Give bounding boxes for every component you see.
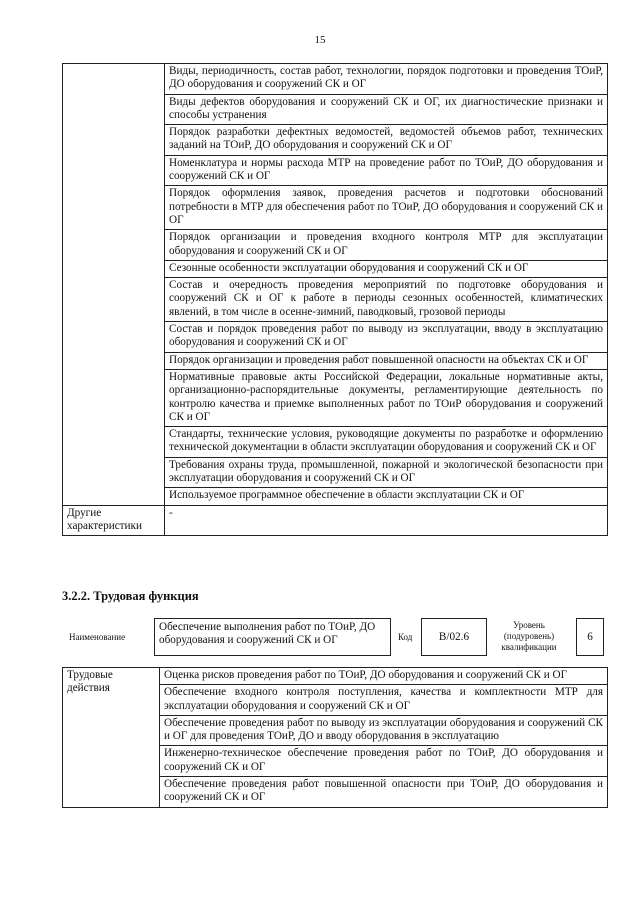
knowledge-label-cell bbox=[63, 64, 165, 506]
knowledge-item: Порядок организации и проведения работ повышенной опасности на объектах СК и ОГ bbox=[165, 352, 608, 369]
labor-action-item: Инженерно-техническое обеспечение проведения работ по ТОиР, ДО оборудования и сооружений СК и ОГ bbox=[160, 746, 608, 777]
labor-action-item: Обеспечение проведения работ повышенной опасности при ТОиР, ДО оборудования и сооружений СК и ОГ bbox=[160, 777, 608, 808]
table-row bbox=[63, 64, 608, 95]
knowledge-item: Состав и порядок проведения работ по выводу из эксплуатации, вводу в эксплуатацию оборудования и сооружений СК и ОГ bbox=[165, 322, 608, 353]
knowledge-item: Виды дефектов оборудования и сооружений СК и ОГ, их диагностические признаки и способы устранения bbox=[165, 94, 608, 125]
page-number: 15 bbox=[314, 34, 326, 46]
knowledge-table bbox=[62, 63, 608, 536]
labor-action-item: Оценка рисков проведения работ по ТОиР, ДО оборудования и сооружений СК и ОГ bbox=[160, 668, 608, 685]
level-value: 6 bbox=[587, 631, 593, 643]
knowledge-item: Стандарты, технические условия, руководящие документы по разработке и оформлению технической документации в области эксплуатации оборудования и сооружений СК и ОГ bbox=[165, 427, 608, 458]
knowledge-item: Состав и очередность проведения мероприятий по подготовке оборудования и сооружений СК и ОГ к работе в периоды сезонных особенностей, климатических явлений, в том числе в осенне-зимний, паводковый, грозовой периоды bbox=[165, 278, 608, 322]
knowledge-item: Порядок оформления заявок, проведения расчетов и подготовки обоснований потребности в МТР для обеспечения работ по ТОиР, ДО оборудования и сооружений СК и ОГ bbox=[165, 186, 608, 230]
name-label: Наименование bbox=[69, 632, 126, 642]
level-box bbox=[576, 618, 604, 656]
knowledge-item: Сезонные особенности эксплуатации оборудования и сооружений СК и ОГ bbox=[165, 260, 608, 277]
function-name-box bbox=[154, 618, 391, 656]
qualification-level-label: Уровень (подуровень) квалификации bbox=[501, 620, 557, 652]
function-name: Обеспечение выполнения работ по ТОиР, ДО оборудования и сооружений СК и ОГ bbox=[159, 621, 376, 647]
other-characteristics-value: - bbox=[165, 505, 608, 536]
other-characteristics-label: Другие характеристики bbox=[63, 505, 165, 536]
section-heading: 3.2.2. Трудовая функция bbox=[62, 589, 199, 603]
code-label: Код bbox=[398, 632, 413, 642]
knowledge-item: Виды, периодичность, состав работ, технологии, порядок подготовки и проведения ТОиР, ДО оборудования и сооружений СК и ОГ bbox=[165, 64, 608, 95]
knowledge-item: Номенклатура и нормы расхода МТР на проведение работ по ТОиР, ДО оборудования и сооружений СК и ОГ bbox=[165, 155, 608, 186]
table-row bbox=[63, 668, 608, 685]
labor-action-item: Обеспечение входного контроля поступления, качества и комплектности МТР для эксплуатации оборудования и сооружений СК и ОГ bbox=[160, 685, 608, 716]
labor-actions-label: Трудовые действия bbox=[63, 668, 160, 808]
table-row bbox=[63, 505, 608, 536]
code-value: B/02.6 bbox=[438, 631, 470, 643]
knowledge-item: Порядок разработки дефектных ведомостей, ведомостей объемов работ, технических заданий на ТОиР, ДО оборудования и сооружений СК и ОГ bbox=[165, 125, 608, 156]
knowledge-item: Порядок организации и проведения входного контроля МТР для эксплуатации оборудования и сооружений СК и ОГ bbox=[165, 230, 608, 261]
labor-actions-table bbox=[62, 667, 608, 808]
knowledge-item: Нормативные правовые акты Российской Федерации, локальные нормативные акты, организационно-распорядительные документы, регламентирующие деятельность по контролю качества и приемке выполненных работ по ТОиР оборудования и сооружений СК и ОГ bbox=[165, 369, 608, 426]
code-box bbox=[421, 618, 487, 656]
knowledge-item: Используемое программное обеспечение в области эксплуатации СК и ОГ bbox=[165, 488, 608, 505]
knowledge-item: Требования охраны труда, промышленной, пожарной и экологической безопасности при эксплуатации оборудования и сооружений СК и ОГ bbox=[165, 457, 608, 488]
labor-action-item: Обеспечение проведения работ по выводу из эксплуатации оборудования и сооружений СК и ОГ для проведения ТОиР, ДО и вводу оборудования в эксплуатацию bbox=[160, 715, 608, 746]
